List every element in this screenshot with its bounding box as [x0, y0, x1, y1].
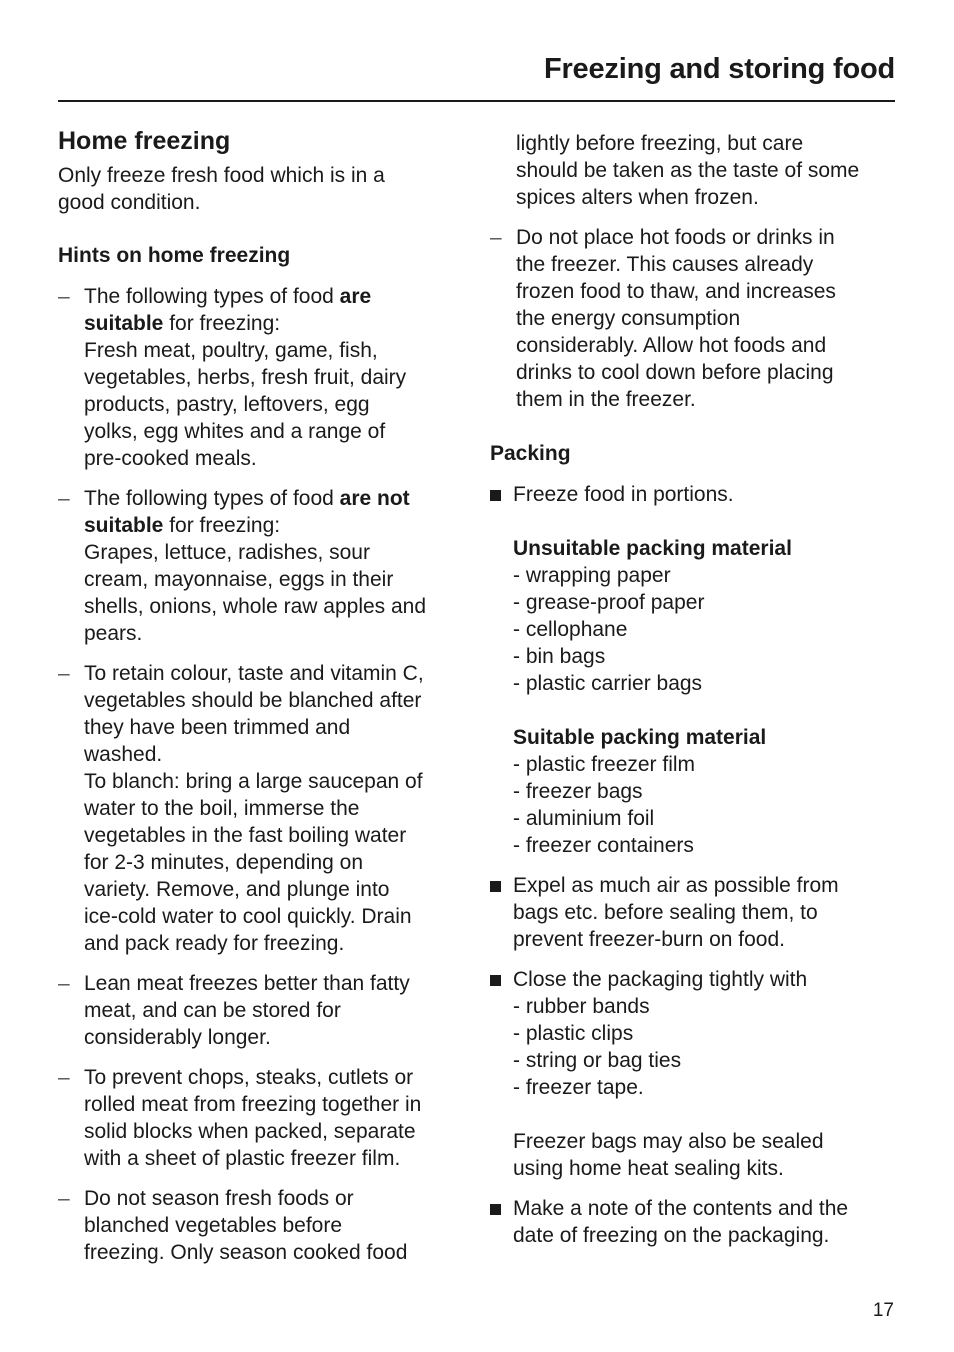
packing-item-expel-air: Expel as much air as possible from bags etc. before sealing them, to prevent freezer-burn on food. [490, 872, 910, 953]
left-column [58, 124, 463, 1279]
right-column [490, 124, 910, 1262]
packing-item-label: Make a note of the contents and the date of freezing on the packaging. [490, 1195, 910, 1249]
page-title: Freezing and storing food [543, 53, 895, 85]
square-bullet-icon [490, 975, 501, 986]
hint-lean-meat: – Lean meat freezes better than fatty meat, and can be stored for considerably longer. [58, 972, 410, 1049]
square-bullet-icon [490, 881, 501, 892]
dash-bullet: – [58, 487, 70, 510]
packing-item-portions: Freeze food in portions. Unsuitable packing material - wrapping paper - grease-proof paper - cellophane - bin bags - plastic carrier bags Suitable packing material - plastic freezer film - freezer bags - aluminium foil - freezer containers [490, 481, 910, 859]
dash-bullet: – [58, 1187, 70, 1210]
hint-seasoning-continued: lightly before freezing, but care should be taken as the taste of some spices alters when frozen. [516, 132, 860, 209]
square-bullet-icon [490, 1204, 501, 1215]
dash-bullet: – [490, 226, 502, 249]
hint-separate-meat: – To prevent chops, steaks, cutlets or rolled meat from freezing together in solid blocks when packed, separate with a sheet of plastic freezer film. [58, 1066, 422, 1170]
hint-blanching: – To retain colour, taste and vitamin C, vegetables should be blanched after they have been trimmed and washed. To blanch: bring a large saucepan of water to the boil, immerse the vegetables in the fast boiling water for 2-3 minutes, depending on variety. Remove, and plunge into ice-cold water to cool quickly. Drain and pack ready for freezing. [58, 662, 424, 955]
dash-bullet: – [58, 972, 70, 995]
dash-bullet: – [58, 662, 70, 685]
subsection-title-packing: Packing [490, 442, 571, 465]
square-bullet-icon [490, 490, 501, 501]
hint-unsuitable-foods: – The following types of food are not suitable for freezing: Grapes, lettuce, radishes, sour cream, mayonnaise, eggs in their shells, onions, whole raw apples and pears. [58, 487, 427, 645]
page-number: 17 [872, 1300, 894, 1321]
dash-bullet: – [58, 1066, 70, 1089]
dash-bullet: – [58, 285, 70, 308]
subsection-title-hints: Hints on home freezing [58, 244, 291, 267]
page-header [58, 50, 895, 102]
hint-suitable-foods: – The following types of food are suitable for freezing: Fresh meat, poultry, game, fish, vegetables, herbs, fresh fruit, dairy products, pastry, leftovers, egg yolks, egg whites and a range of pre-cooked meals. [58, 285, 407, 470]
section-title-home-freezing: Home freezing [58, 127, 231, 155]
suitable-material-title: Suitable packing material [513, 726, 767, 749]
unsuitable-material-title: Unsuitable packing material [513, 537, 792, 560]
packing-item-close-tightly: Close the packaging tightly with - rubber bands - plastic clips - string or bag ties - freezer tape. Freezer bags may also be sealed using home heat sealing kits. [490, 966, 910, 1182]
intro-paragraph: Only freeze fresh food which is in a good condition. [58, 164, 385, 214]
hint-seasoning: – Do not season fresh foods or blanched vegetables before freezing. Only season cooked food [58, 1187, 408, 1264]
hint-hot-foods: – Do not place hot foods or drinks in the freezer. This causes already frozen food to thaw, and increases the energy consumption considerably. Allow hot foods and drinks to cool down before placing them in the freezer. [490, 226, 836, 411]
